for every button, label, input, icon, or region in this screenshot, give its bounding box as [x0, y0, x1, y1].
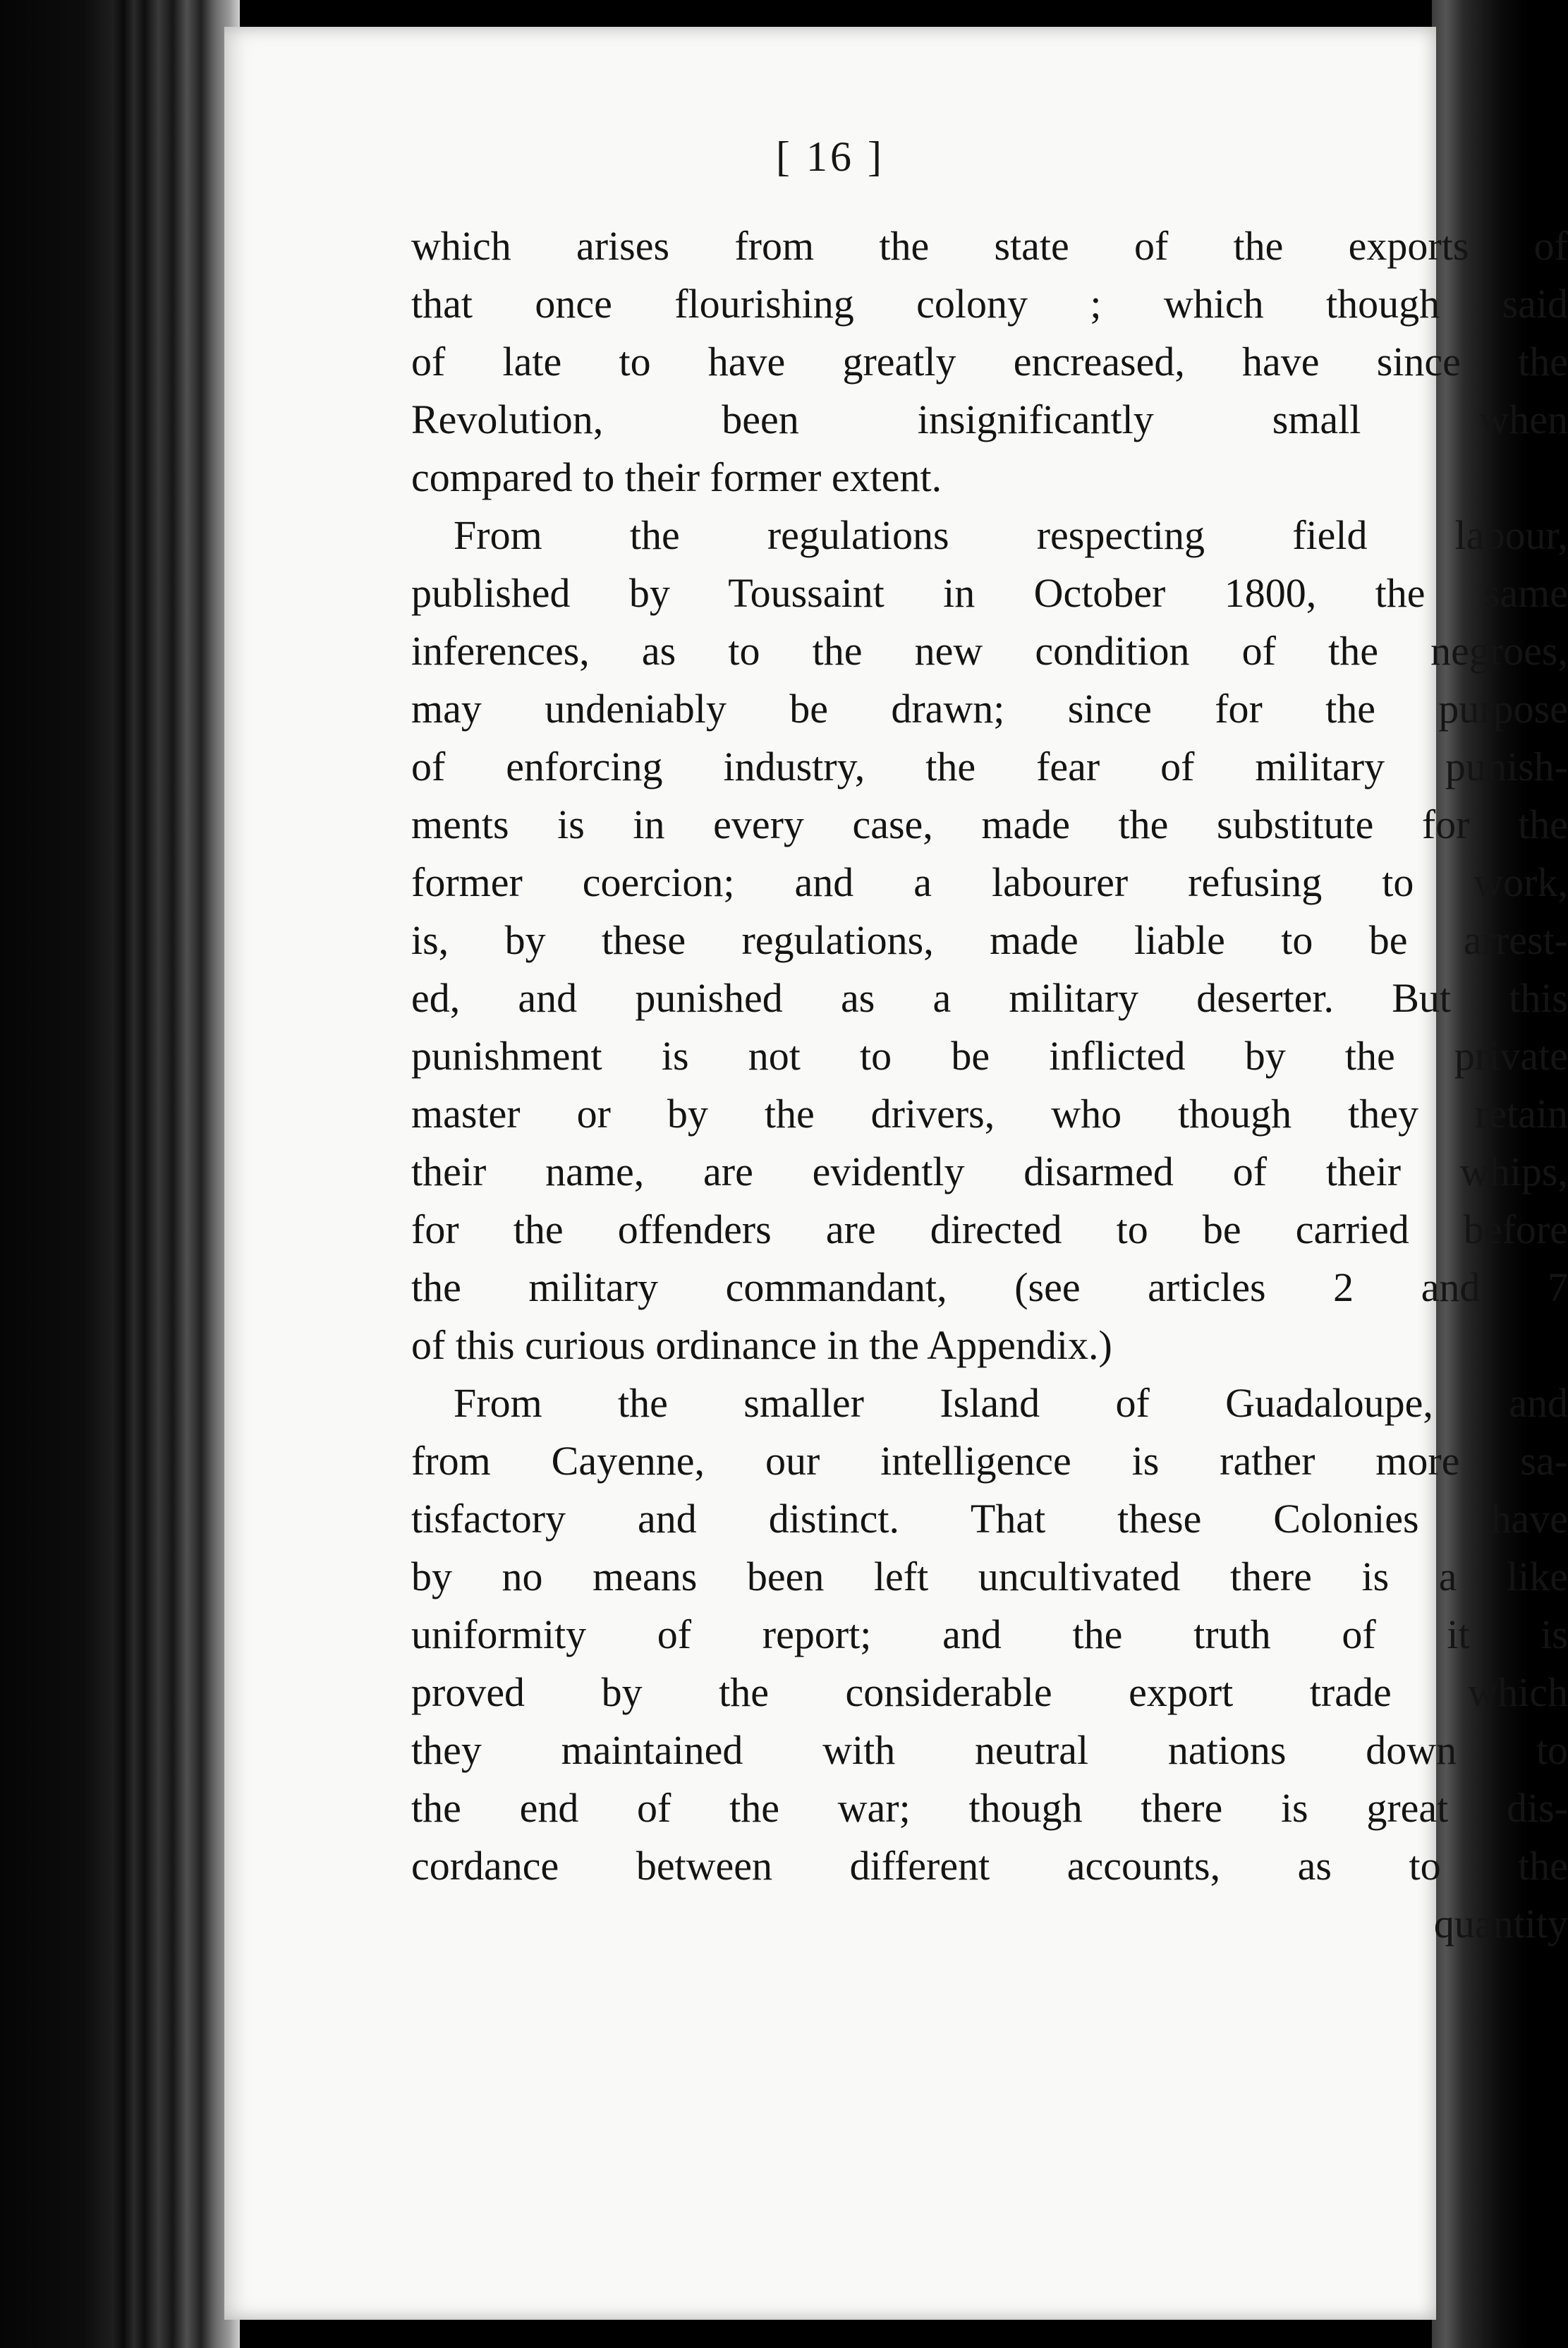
text-line: uniformity of report; and the truth of it is: [411, 1611, 1568, 1657]
text-line: from Cayenne, our intelligence is rather more sa-: [411, 1438, 1568, 1484]
text-line: inferences, as to the new condition of the negroes,: [411, 628, 1568, 674]
text-line: ments is in every case, made the substitute for the: [411, 801, 1568, 847]
text-line: tisfactory and distinct. That these Colonies have: [411, 1496, 1568, 1542]
text-line: ed, and punished as a military deserter. But this: [411, 975, 1568, 1021]
text-line: master or by the drivers, who though they retain: [411, 1091, 1568, 1137]
text-line: for the offenders are directed to be carried before: [411, 1206, 1568, 1252]
text-line: of enforcing industry, the fear of military punish-: [411, 744, 1568, 789]
text-line: former coercion; and a labourer refusing to work,: [411, 859, 1568, 905]
text-line: may undeniably be drawn; since for the purpose: [411, 686, 1568, 732]
text-line: of this curious ordinance in the Appendix.): [411, 1322, 1112, 1368]
text-line: From the regulations respecting field labour,: [454, 512, 1568, 558]
text-line: published by Toussaint in October 1800, the same: [411, 570, 1568, 616]
text-line: is, by these regulations, made liable to be arrest-: [411, 917, 1568, 963]
text-line: the end of the war; though there is great dis-: [411, 1785, 1568, 1831]
text-line: From the smaller Island of Guadaloupe, and: [454, 1380, 1568, 1426]
text-line: compared to their former extent.: [411, 454, 942, 500]
text-line: which arises from the state of the exports of: [411, 223, 1568, 269]
text-line: that once flourishing colony ; which though said: [411, 281, 1568, 327]
text-line: proved by the considerable export trade which: [411, 1669, 1568, 1715]
text-line: their name, are evidently disarmed of their whips,: [411, 1149, 1568, 1194]
body-text: [411, 217, 1568, 1953]
text-line: of late to have greatly encreased, have since the: [411, 339, 1568, 385]
book-binding: [0, 0, 240, 2348]
catchword: quantity: [1433, 1901, 1568, 1947]
text-line: the military commandant, (see articles 2 and 7: [411, 1264, 1568, 1310]
text-line: by no means been left uncultivated there is a like: [411, 1554, 1568, 1599]
book-page: [224, 27, 1568, 2320]
page-number: [ 16 ]: [776, 133, 885, 180]
text-line: punishment is not to be inflicted by the private: [411, 1033, 1568, 1079]
text-line: Revolution, been insignificantly small when: [411, 397, 1568, 442]
text-line: cordance between different accounts, as to the: [411, 1843, 1568, 1889]
text-line: they maintained with neutral nations down to: [411, 1727, 1568, 1773]
